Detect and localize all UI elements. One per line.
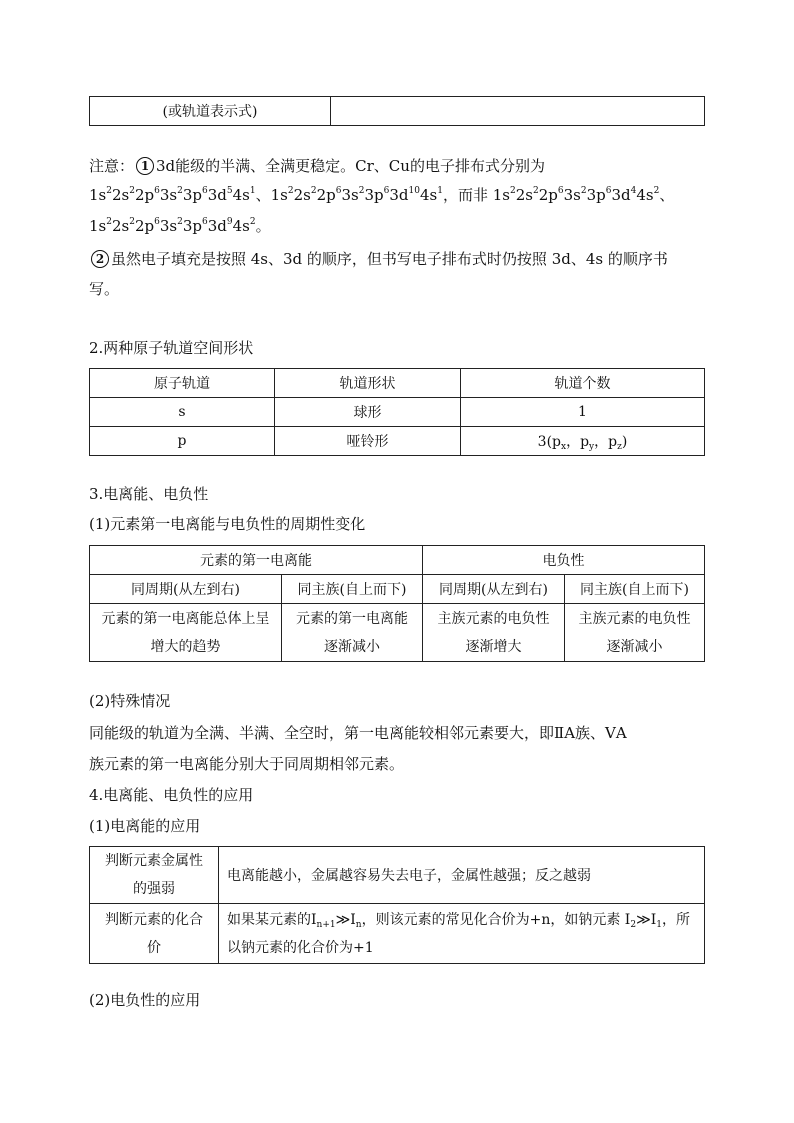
note-prefix: 注意： bbox=[89, 157, 135, 175]
subheader-group: 同主族(自上而下) bbox=[565, 575, 705, 604]
orbital-term: 3d bbox=[207, 217, 227, 235]
electron-count: 6 bbox=[605, 186, 612, 196]
cell-line: 增大的趋势 bbox=[150, 638, 221, 655]
section3-subheading-1: (1)元素第一电离能与电负性的周期性变化 bbox=[89, 515, 366, 533]
orbital-term: 4s bbox=[419, 186, 438, 204]
orbital-term: 3d bbox=[611, 186, 631, 204]
note-line-1 bbox=[89, 157, 545, 175]
cell-line: 主族元素的电负性 bbox=[437, 610, 550, 627]
section4-subheading-1: (1)电离能的应用 bbox=[89, 817, 201, 835]
electron-count: 6 bbox=[335, 186, 342, 196]
orbital-term: 3p bbox=[364, 186, 384, 204]
sub: n+1 bbox=[316, 919, 336, 930]
cell-line: 逐渐减小 bbox=[324, 638, 380, 655]
orbital-term: 2s bbox=[515, 186, 533, 204]
section2-heading: 2.两种原子轨道空间形状 bbox=[89, 339, 254, 357]
orbital-term: 4s bbox=[232, 186, 250, 204]
orbital-term: 3s bbox=[159, 186, 178, 204]
cell-shape-s: 球形 bbox=[275, 398, 461, 427]
electron-count: 10 bbox=[408, 186, 420, 196]
section3-subheading-2: (2)特殊情况 bbox=[89, 692, 171, 710]
top-table-left-cell: (或轨道表示式) bbox=[90, 97, 331, 126]
text: ，则该元素的常见化合价为+n，如钠元素 I bbox=[361, 911, 631, 928]
orbital-shape-table bbox=[89, 368, 705, 456]
cell-count-p bbox=[461, 427, 705, 456]
orbital-term: 2s bbox=[111, 217, 130, 235]
cell-line: 判断元素的化合 bbox=[105, 911, 203, 928]
top-table-right-cell bbox=[331, 97, 705, 126]
section3-heading: 3.电离能、电负性 bbox=[89, 485, 209, 503]
text: ≫I bbox=[636, 911, 657, 928]
electron-count: 1 bbox=[437, 186, 443, 196]
electron-count: 6 bbox=[154, 186, 160, 196]
config-cu-wrong bbox=[89, 217, 256, 235]
ionization-application-table bbox=[89, 846, 705, 964]
electron-count: 2 bbox=[177, 217, 183, 227]
cell-line: 元素的第一电离能总体上呈 bbox=[101, 610, 270, 627]
note-line-4-text: 虽然电子填充是按照 4s、3d 的顺序，但书写电子排布式时仍按照 3d、4s 的顺序书 bbox=[111, 250, 668, 268]
label-valence bbox=[90, 904, 219, 964]
cell-ionization-group bbox=[282, 604, 423, 662]
orbital-term: 1s bbox=[270, 186, 288, 204]
period: 。 bbox=[255, 217, 271, 235]
orbital-term: 2p bbox=[134, 217, 155, 235]
orbital-term: 3s bbox=[159, 217, 178, 235]
top-table bbox=[89, 96, 705, 126]
cell-line: 主族元素的电负性 bbox=[578, 610, 691, 627]
electron-count: 2 bbox=[580, 186, 587, 196]
cell-line: 判断元素金属性 bbox=[105, 853, 203, 869]
header-orbital: 原子轨道 bbox=[90, 369, 275, 398]
electron-count: 2 bbox=[249, 217, 256, 227]
electron-count: 6 bbox=[154, 217, 160, 227]
orbital-term: 2p bbox=[134, 186, 155, 204]
orbital-term: 4s bbox=[636, 186, 654, 204]
electron-count: 2 bbox=[177, 186, 183, 196]
cell-line: 元素的第一电离能 bbox=[296, 610, 408, 627]
electron-count: 2 bbox=[106, 186, 112, 196]
config-cr bbox=[89, 186, 256, 204]
electron-count: 2 bbox=[129, 217, 135, 227]
count-sep: ，p bbox=[566, 434, 590, 450]
ionization-electronegativity-table bbox=[89, 545, 705, 662]
orbital-term: 2s bbox=[293, 186, 311, 204]
electron-count: 2 bbox=[532, 186, 539, 196]
orbital-term: 3s bbox=[341, 186, 359, 204]
electron-count: 4 bbox=[630, 186, 637, 196]
special-line-1: 同能级的轨道为全满、半满、全空时，第一电离能较相邻元素要大，即ⅡA族、ⅤA bbox=[89, 724, 627, 742]
note-line-5 bbox=[89, 282, 119, 297]
circled-two-icon: 2 bbox=[91, 250, 109, 268]
content-valence bbox=[219, 904, 705, 964]
sub-x: x bbox=[561, 442, 567, 452]
electron-count: 2 bbox=[129, 186, 135, 196]
config-cr-wrong bbox=[493, 186, 660, 204]
cell-line: 逐渐增大 bbox=[465, 638, 522, 655]
count-sep: ，p bbox=[594, 434, 618, 450]
cell-count-s: 1 bbox=[461, 398, 705, 427]
sub: n bbox=[355, 919, 362, 930]
cell-orbital-p: p bbox=[90, 427, 275, 456]
orbital-term: 1s bbox=[89, 217, 107, 235]
electron-count: 9 bbox=[226, 217, 233, 227]
subheader-group: 同主族(自上而下) bbox=[282, 575, 423, 604]
cell-electronegativity-group bbox=[565, 604, 705, 662]
electron-count: 6 bbox=[557, 186, 564, 196]
text: 以钠元素的化合价为+1 bbox=[227, 939, 374, 956]
orbital-term: 4s bbox=[232, 217, 250, 235]
electron-count: 2 bbox=[287, 186, 294, 196]
subheader-period: 同周期(从左到右) bbox=[90, 575, 282, 604]
sub: 1 bbox=[656, 919, 662, 930]
config-cu bbox=[271, 186, 443, 204]
cell-line: 的强弱 bbox=[133, 881, 175, 897]
cell-electronegativity-period bbox=[423, 604, 565, 662]
section4-subheading-2: (2)电负性的应用 bbox=[89, 991, 201, 1009]
orbital-term: 3d bbox=[207, 186, 227, 204]
cell-ionization-period bbox=[90, 604, 282, 662]
content-metallicity: 电离能越小，金属越容易失去电子，金属性越强；反之越弱 bbox=[219, 847, 705, 904]
text: ，所 bbox=[661, 911, 690, 928]
orbital-term: 2s bbox=[111, 186, 130, 204]
text: 如果某元素的I bbox=[227, 911, 317, 928]
header-shape: 轨道形状 bbox=[275, 369, 461, 398]
separator: ，而非 bbox=[442, 186, 493, 204]
orbital-term: 3s bbox=[563, 186, 581, 204]
electron-count: 5 bbox=[226, 186, 233, 196]
count-suffix: ) bbox=[621, 434, 628, 450]
orbital-term: 2p bbox=[538, 186, 558, 204]
separator: 、 bbox=[255, 186, 271, 204]
note-line-3 bbox=[89, 219, 271, 234]
text: ≫I bbox=[335, 911, 356, 928]
section4-heading: 4.电离能、电负性的应用 bbox=[89, 786, 254, 804]
orbital-term: 3p bbox=[182, 217, 202, 235]
electron-count: 6 bbox=[202, 186, 208, 196]
cell-line: 价 bbox=[147, 939, 161, 956]
sub-y: y bbox=[589, 442, 595, 452]
circled-one-icon: 1 bbox=[136, 157, 154, 175]
electron-count: 2 bbox=[358, 186, 365, 196]
orbital-term: 2p bbox=[316, 186, 336, 204]
cell-shape-p: 哑铃形 bbox=[275, 427, 461, 456]
electron-count: 6 bbox=[202, 217, 208, 227]
electron-count: 6 bbox=[383, 186, 390, 196]
electron-count: 2 bbox=[106, 217, 112, 227]
note-line-4 bbox=[89, 250, 668, 268]
header-count: 轨道个数 bbox=[461, 369, 705, 398]
sub-z: z bbox=[617, 442, 622, 452]
group-header-ionization: 元素的第一电离能 bbox=[90, 546, 423, 575]
cell-orbital-s: s bbox=[90, 398, 275, 427]
sub: 2 bbox=[630, 919, 637, 930]
orbital-term: 1s bbox=[89, 186, 107, 204]
electron-count: 2 bbox=[310, 186, 317, 196]
special-line-2: 族元素的第一电离能分别大于同周期相邻元素。 bbox=[89, 755, 405, 773]
orbital-term: 3d bbox=[389, 186, 409, 204]
separator: 、 bbox=[659, 186, 675, 204]
orbital-term: 3p bbox=[182, 186, 202, 204]
note-line-2 bbox=[89, 188, 674, 203]
group-header-electronegativity: 电负性 bbox=[423, 546, 705, 575]
count-prefix: 3(p bbox=[537, 434, 561, 450]
electron-count: 2 bbox=[653, 186, 660, 196]
subheader-period: 同周期(从左到右) bbox=[423, 575, 565, 604]
orbital-term: 1s bbox=[492, 186, 510, 204]
note-line-1-text: 3d能级的半满、全满更稳定。Cr、Cu的电子排布式分别为 bbox=[156, 157, 545, 175]
electron-count: 1 bbox=[249, 186, 256, 196]
label-metallicity bbox=[90, 847, 219, 904]
electron-count: 2 bbox=[509, 186, 516, 196]
orbital-term: 3p bbox=[586, 186, 606, 204]
note-line-5-text: 写。 bbox=[89, 280, 120, 298]
cell-line: 逐渐减小 bbox=[606, 638, 663, 655]
